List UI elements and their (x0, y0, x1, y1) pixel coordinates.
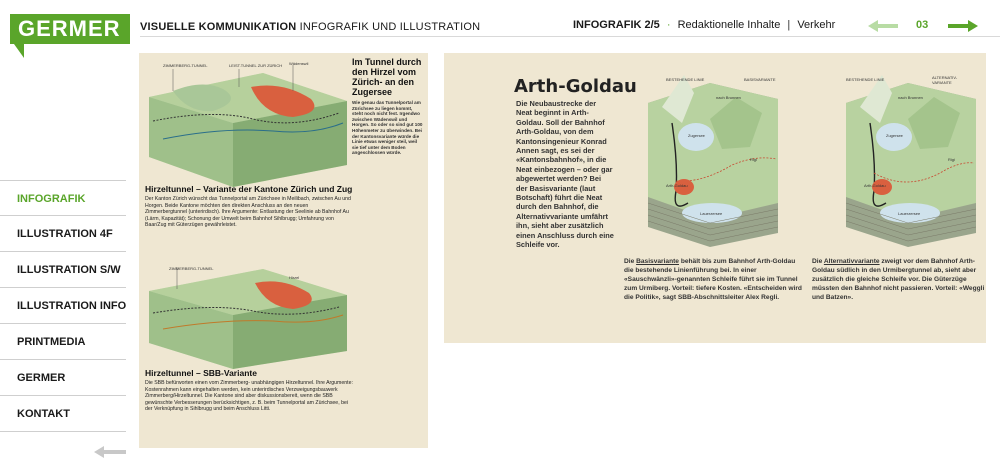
sec1-title: Hirzeltunnel – Variante der Kantone Zürich und Zug (145, 184, 353, 194)
map1-label-zimmerberg: ZIMMERBERG-TUNNEL (163, 63, 208, 68)
header-title (140, 21, 480, 33)
breadcrumb (573, 19, 835, 31)
caption-left-term: Basisvariante (636, 258, 679, 265)
panel1-side-body: Wie genau das Tunnelportal am Zürichsee zu liegen kommt, steht noch nicht fest. Irgendwo zwischen Wädenswil und Horgen. So oder so sind gut 100 Höhenmeter zu überwinden. Bei der Kantonsvariante würde die Linie etwas weniger steil, weil sie tief unter dem Boden angeschlossen würde. (352, 100, 423, 156)
panel1-sidebar-text (352, 57, 424, 156)
panel2-intro: Die Neubaustrecke der Neat beginnt in Arth-Goldau. Soll der Bahnhof Arth-Goldau, von dem Kantonsingenieur Konrad Annen sagt, es sei der «Kantonsbahnhof», in die Neat einbezogen – oder gar abgewertet werden? Bei der Basisvariante (laut Botschaft) führt die Neat durch den Bahnhof, die Alternativvariante umfährt ihn, sieht aber zusätzlich einen Anschluss durch eine Schleife vor. (516, 99, 614, 250)
panel2-title: Arth-Goldau (514, 76, 637, 97)
mapL-label-lauerzersee: Lauerzersee (700, 211, 723, 216)
germer-logo[interactable] (10, 14, 130, 58)
map1-label-leist: LEIST.TUNNEL ZUR ZÜRICH (229, 63, 283, 68)
map2-label-zimmerberg: ZIMMERBERG-TUNNEL (169, 266, 214, 271)
prev-arrow-icon[interactable] (868, 21, 898, 31)
arth-goldau-map-alternativvariante (830, 63, 980, 249)
header-subtitle: INFOGRAFIK UND ILLUSTRATION (299, 21, 481, 33)
sec2-body: Die SBB befürworten einen vom Zimmerberg- unabhängigen Hirzeltunnel. Ihre Argumente: Kostenrahmen kann eingehalten werden, kein unterirdisches Verzweigungsbauwerk Zimmerberg/Hirzeltunnel. Die Kantone sind aber diskussionsbereit, wenn die SBB gewünschte Verbesserungen berücksichtigen, z. B. beim Tunnelportal am Zürichsee, bei der Verknüpfung in Sihlbrugg und beim Anschluss Litti. (145, 380, 353, 413)
mapR-label-lauerzersee: Lauerzersee (898, 211, 921, 216)
nav-item-illustration-info[interactable]: ILLUSTRATION INFO (0, 288, 126, 324)
mapL-label-rigi: Rigi (750, 157, 757, 162)
hirzel-map-sbb (143, 259, 349, 371)
breadcrumb-item-2[interactable]: Verkehr (797, 19, 836, 31)
infographic-hirzeltunnel[interactable] (139, 53, 428, 448)
nav-item-germer[interactable]: GERMER (0, 360, 126, 396)
caption-right-post: zweigt vor dem Bahnhof Arth-Goldau südlich in den Urmibergtunnel ab, sieht aber zusätzlich die gleiche Schleife vor. Die Güterzüge müssten den Bahnhof nicht passieren. Vorteil: «Weggli und Batzen». (812, 258, 985, 301)
mapR-label-arth-goldau: Arth-Goldau (864, 183, 886, 188)
back-arrow-icon[interactable] (94, 447, 126, 457)
mapL-label-brunnen: nach Brunnen (716, 95, 741, 100)
next-arrow-icon[interactable] (948, 21, 978, 31)
caption-left-post: behält bis zum Bahnhof Arth-Goldau die bestehende Linienführung bei. In einer «Sauschwänzli»-genannten Schleife führt sie im Tunnel zum Urmiberg. Vorteil: tiefere Kosten. «Entscheiden wird die Politik», sagt SBB-Abschnittsleiter Alex Regli. (624, 258, 802, 301)
panel1-side-title: Im Tunnel durch den Hirzel vom Zürich- an den Zugersee (352, 57, 422, 97)
mapR-label-zugersee: Zugersee (886, 133, 903, 138)
caption-right-term: Alternativvariante (823, 258, 880, 265)
mapR-label-rigi: Rigi (948, 157, 955, 162)
breadcrumb-dot: · (666, 19, 671, 31)
caption-alternativvariante (812, 257, 986, 302)
nav-item-infografik[interactable]: INFOGRAFIK (0, 180, 126, 216)
breadcrumb-item-1[interactable]: Redaktionelle Inhalte (677, 19, 781, 31)
logo-text: GERMER (10, 14, 130, 44)
logo-tail-shape (14, 44, 24, 58)
map1-label-waedenswil: Wädenswil (289, 61, 309, 66)
header-category: VISUELLE KOMMUNIKATION (140, 21, 297, 33)
hirzel-map-kantone (143, 61, 349, 189)
mapL-label-arth-goldau: Arth-Goldau (666, 183, 688, 188)
mapR-label-bestehende: BESTEHENDE LINIE (846, 77, 885, 82)
arth-goldau-map-basisvariante (632, 63, 782, 249)
sec1-body: Der Kanton Zürich wünscht das Tunnelportal am Zürichsee in Meilibach, zwischen Au und Horgen. Beide Kantone möchten den direkten Anschluss an den neuen Zimmerbergtunnel (unterirdisch). Ihre Argumente: Entlastung der Seelinie ab Bahnhof Au (Lärm, Kapazität); Schonung der Umwelt beim Bahnhof Sihlbrugg; Umfahrung von Baar/Zug mit Güterzügen gewährleistet. (145, 196, 351, 229)
page-number: 03 (916, 19, 929, 31)
caption-right-pre: Die (812, 258, 824, 265)
mapL-label-bestehende: BESTEHENDE LINIE (666, 77, 705, 82)
header-divider (140, 36, 1000, 37)
caption-basisvariante (624, 257, 804, 302)
mapL-label-zugersee: Zugersee (688, 133, 705, 138)
infographic-arth-goldau[interactable] (444, 53, 986, 343)
mapR-label-alternativ: ALTERNATIV-VARIANTE (932, 75, 958, 85)
mapL-label-basis: BASISVARIANTE (744, 77, 776, 82)
nav-item-kontakt[interactable]: KONTAKT (0, 396, 126, 432)
breadcrumb-section: INFOGRAFIK 2/5 (573, 19, 660, 31)
nav-item-printmedia[interactable]: PRINTMEDIA (0, 324, 126, 360)
breadcrumb-divider: | (787, 19, 791, 31)
sidebar-nav (0, 180, 126, 432)
nav-item-illustration-4f[interactable]: ILLUSTRATION 4F (0, 216, 126, 252)
mapR-label-brunnen: nach Brunnen (898, 95, 923, 100)
map2-label-hirzel: Hirzel (289, 275, 300, 280)
sec2-title: Hirzeltunnel – SBB-Variante (145, 368, 257, 378)
caption-left-pre: Die (624, 258, 637, 265)
nav-item-illustration-sw[interactable]: ILLUSTRATION S/W (0, 252, 126, 288)
